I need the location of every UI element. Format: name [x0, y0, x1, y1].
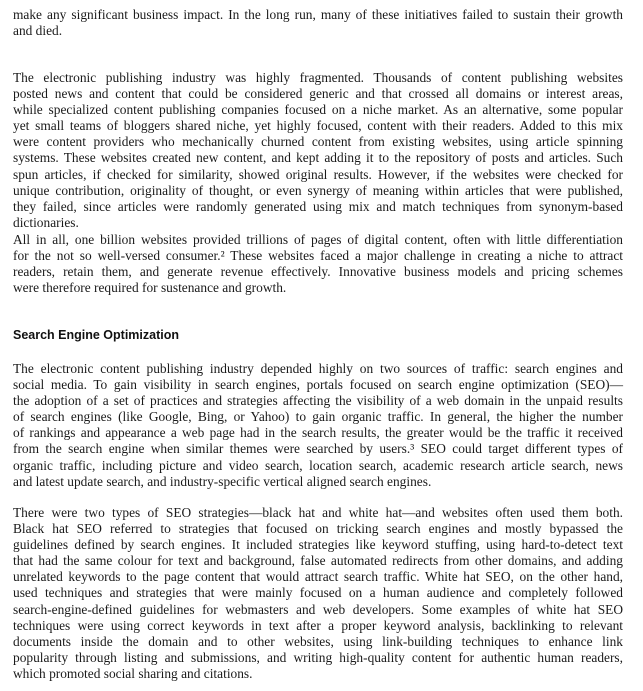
text-line: spun articles, if checked for similarity, showed original results. However, if the websites were checked for: [13, 166, 623, 182]
text-line: search-engine-defined guidelines for webmasters and web developers. Some examples of white hat SEO: [13, 601, 623, 617]
text-line: and latest update search, and industry-specific vertical aligned search engines.: [13, 473, 432, 489]
text-line: The electronic publishing industry was highly fragmented. Thousands of content publishing websites: [13, 70, 623, 85]
text-line: which promoted social sharing and citations.: [13, 665, 253, 681]
text-line: for the not so well-versed consumer.² These websites faced a major challenge in creating a niche to attract: [13, 248, 623, 264]
text-line: dictionaries.: [13, 214, 79, 230]
text-line: popularity through listing and submissions, and writing high-quality content for authentic human readers,: [13, 649, 623, 665]
text-line: that had the same colour for text and background, false automated redirects from other domains, and adding: [13, 553, 623, 569]
text-line: of rankings and appearance a web page had in the search results, the greater would be the traffic it received: [13, 425, 623, 441]
text-line: organic traffic, including picture and video search, location search, academic research article search, news: [13, 457, 623, 473]
text-line: make any significant business impact. In the long run, many of these initiatives failed to sustain their growth: [13, 7, 623, 22]
text-line: documents inside the domain and to other websites, using link-building techniques to enhance link: [13, 633, 623, 649]
text-line: yet small teams of bloggers shared niche, yet highly focused, content with their readers. Added to this mix: [13, 118, 623, 134]
text-line: systems. These websites created new content, and kept adding it to the repository of posts and articles. Such: [13, 150, 623, 166]
text-line: were content providers who mechanically churned content from existing websites, using article spinning: [13, 134, 623, 150]
paragraph-fragmented-industry: [13, 70, 623, 231]
text-line: The electronic content publishing industry depended highly on two sources of traffic: search engines and: [13, 361, 623, 376]
text-line: social media. To gain visibility in search engines, portals focused on search engine optimization (SEO)—: [13, 377, 623, 393]
text-line: were therefore required for sustenance and growth.: [13, 280, 287, 296]
text-line: and died.: [13, 23, 63, 39]
text-line: techniques were using correct keywords in text after a proper keyword analysis, backlinking to relevant: [13, 617, 623, 633]
text-line: the adoption of a set of practices and strategies affecting the visibility of a web domain in the unpaid results: [13, 393, 623, 409]
text-line: posted news and content that could be considered generic and that crossed all domains or interest areas,: [13, 86, 623, 102]
paragraph-intro-end: [13, 7, 623, 39]
text-line: while specialized content publishing companies focused on a niche market. As an alternative, some popular: [13, 102, 623, 118]
paragraph-seo-traffic: [13, 361, 623, 490]
text-line: guidelines defined by search engines. It included strategies like keyword stuffing, using hard-to-detect text: [13, 537, 623, 553]
paragraph-seo-strategies: [13, 505, 623, 682]
text-line: of search engines (like Google, Bing, or Yahoo) to gain organic traffic. In general, the higher the number: [13, 409, 623, 425]
text-line: from the search engine when similar themes were searched by users.³ SEO could target different types of: [13, 441, 623, 457]
text-line: unique contribution, originality of thought, or even synergy of meaning within articles that were published,: [13, 182, 623, 198]
text-line: All in all, one billion websites provided trillions of pages of digital content, often with little differentiation: [13, 232, 623, 247]
text-line: readers, retain them, and generate revenue effectively. Innovative business models and pricing schemes: [13, 264, 623, 280]
text-line: unrelated keywords to the page content that would attract search traffic. White hat SEO, on the other hand,: [13, 569, 623, 585]
text-line: Black hat SEO referred to strategies that focused on tricking search engines and mostly bypassed the: [13, 521, 623, 537]
paragraph-billion-websites: [13, 232, 623, 296]
text-line: they failed, since articles were randomly generated using mix and match techniques from synonym-based: [13, 198, 623, 214]
text-line: used techniques and strategies that were mainly focused on a human audience and completely followed: [13, 585, 623, 601]
text-line: There were two types of SEO strategies—black hat and white hat—and websites often used them both.: [13, 505, 623, 520]
section-heading: Search Engine Optimization: [13, 328, 179, 342]
